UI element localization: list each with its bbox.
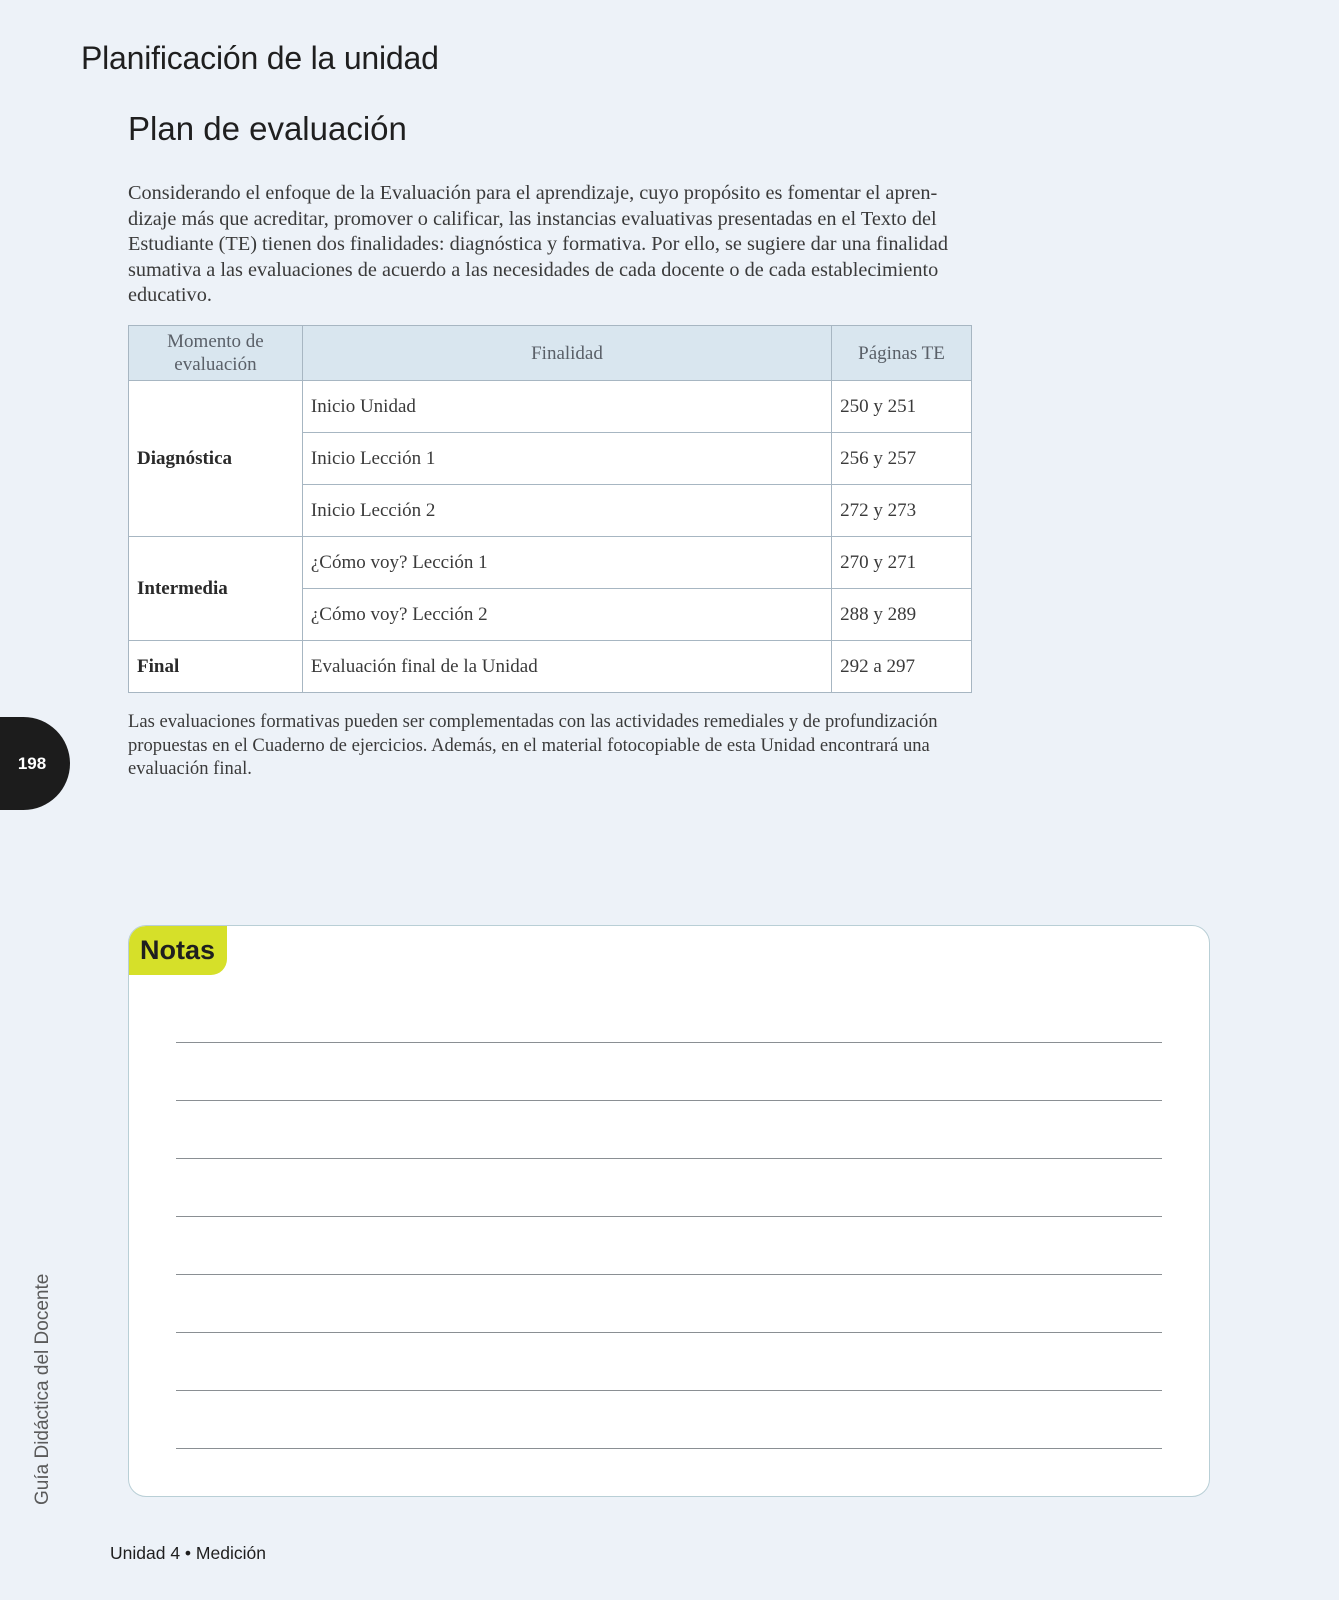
note-line[interactable] [176,1100,1162,1101]
purpose-cell: Inicio Unidad [302,381,831,433]
note-line[interactable] [176,1274,1162,1275]
header-pages: Páginas TE [832,326,972,381]
purpose-cell: Inicio Lección 2 [302,485,831,537]
evaluation-table [128,325,972,693]
pages-cell: 256 y 257 [832,433,972,485]
notes-tab [129,926,227,975]
purpose-cell: ¿Cómo voy? Lección 2 [302,589,831,641]
moment-cell: Intermedia [129,537,303,641]
table-row [129,381,972,433]
table-row [129,641,972,693]
notes-label: Notas [140,935,216,965]
page-number-tab [0,717,70,810]
moment-cell: Final [129,641,303,693]
note-line[interactable] [176,1390,1162,1391]
followup-paragraph: Las evaluaciones formativas pueden ser complementadas con las actividades remediales y de profundización propuestas en el Cuaderno de ejercicios. Además, en el material fotocopiable de esta Unidad encontrará una evaluación final. [128,711,938,779]
note-line[interactable] [176,1332,1162,1333]
header-purpose: Finalidad [302,326,831,381]
pages-cell: 292 a 297 [832,641,972,693]
note-line[interactable] [176,1216,1162,1217]
section-title: Plan de evaluación [128,110,407,147]
pages-cell: 270 y 271 [832,537,972,589]
footer-unit: Unidad 4 • Medición [110,1543,266,1563]
page-number: 198 [17,753,47,773]
pages-cell: 288 y 289 [832,589,972,641]
side-label: Guía Didáctica del Docente [32,1273,53,1505]
note-line[interactable] [176,1042,1162,1043]
purpose-cell: Evaluación final de la Unidad [302,641,831,693]
note-line[interactable] [176,1448,1162,1449]
intro-paragraph: Considerando el enfoque de la Evaluación para el aprendizaje, cuyo propósito es fomentar el apren-dizaje más que acreditar, promover o calificar, las instancias evaluativas presentadas en el Texto del Estudiante (TE) tienen dos finalidades: diagnóstica y formativa. Por ello, se sugiere dar una finalidad sumativa a las evaluaciones de acuerdo a las necesidades de cada docente o de cada establecimiento educativo. [128,182,949,306]
purpose-cell: ¿Cómo voy? Lección 1 [302,537,831,589]
pages-cell: 272 y 273 [832,485,972,537]
notes-box [128,925,1210,1497]
header-moment: Momento de evaluación [129,326,303,381]
moment-cell: Diagnóstica [129,381,303,537]
note-line[interactable] [176,1158,1162,1159]
pages-cell: 250 y 251 [832,381,972,433]
page-title: Planificación de la unidad [81,40,439,76]
purpose-cell: Inicio Lección 1 [302,433,831,485]
table-header-row [129,326,972,381]
table-row [129,537,972,589]
